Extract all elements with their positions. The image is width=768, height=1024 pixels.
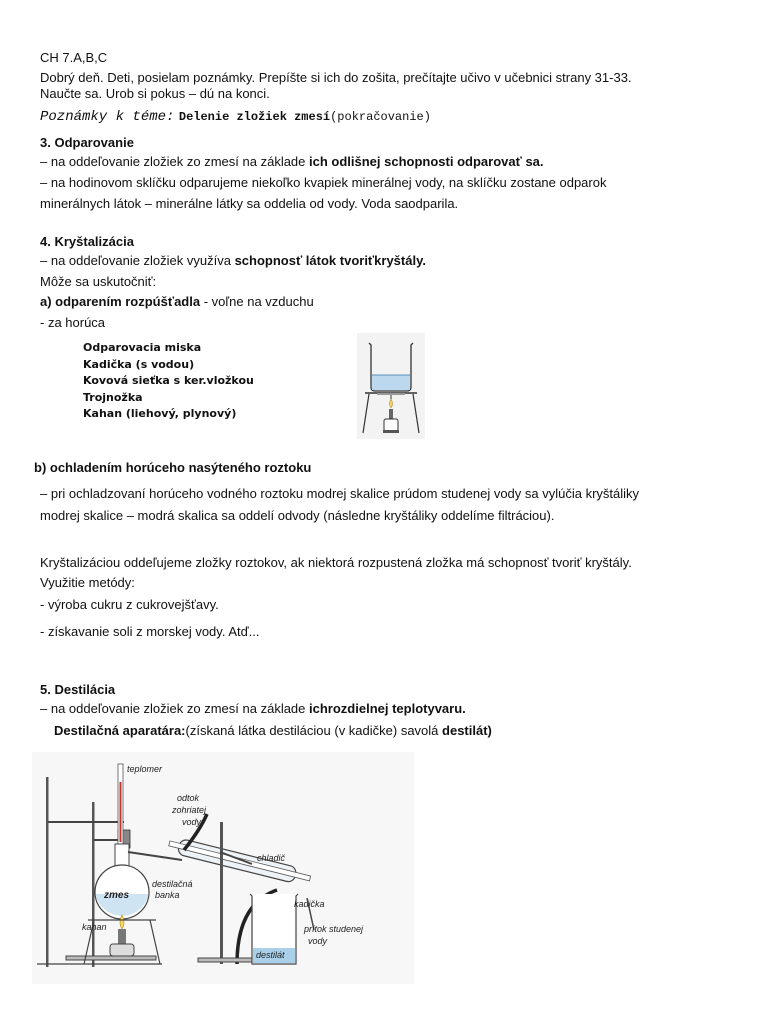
label-odtok-1: odtok: [177, 793, 200, 803]
label-kadicka: kadička: [294, 899, 325, 909]
section3-line1: [40, 154, 544, 170]
label-chladic: chladič: [257, 853, 286, 863]
section5-heading: 5. Destilácia: [40, 682, 116, 697]
label-zmes: zmes: [104, 890, 130, 901]
section4-heading: 4. Kryštalizácia: [40, 234, 134, 249]
usage-item-1: - výroba cukru z cukrovejšťavy.: [40, 597, 219, 612]
section5-line1-text: – na oddeľovanie zložiek zo zmesí na základe: [40, 701, 310, 716]
distillation-apparatus-illustration: [32, 752, 414, 984]
usage-label: Využitie metódy:: [40, 575, 135, 590]
section4-line3-emph: a) odparením rozpúšťadla: [40, 294, 201, 309]
equipment-item: Odparovacia miska: [83, 341, 202, 354]
section4-line4: - za horúca: [40, 315, 106, 330]
topic-title: [40, 107, 431, 125]
equipment-list: [83, 340, 254, 423]
section4-line3: [40, 294, 314, 310]
section4-b-heading: b) ochladením horúceho nasýteného roztoku: [34, 460, 312, 475]
section3-line2: – na hodinovom sklíčku odparujeme niekoľko kvapiek minerálnej vody, na sklíčku zostane odparok: [40, 175, 607, 190]
section5-line2-text: (získaná látka destiláciou (v kadičke) savolá: [185, 723, 443, 738]
section3-heading: 3. Odparovanie: [40, 135, 134, 150]
section3-line1-emph: ich odlišnej schopnosti odparovať sa.: [309, 154, 544, 169]
equipment-item: Kovová sieťka s ker.vložkou: [83, 374, 254, 387]
label-kahan: kahan: [82, 922, 107, 932]
section4-line3-text: - voľne na vzduchu: [200, 294, 314, 309]
label-pritok-2: vody: [308, 936, 328, 946]
section4-b-line1: – pri ochladzovaní horúceho vodného roztoku modrej skalice prúdom studenej vody sa vylúčia kryštáliky: [40, 486, 640, 501]
section4-line2: Môže sa uskutočniť:: [40, 274, 157, 289]
label-odtok-3: vody: [182, 817, 202, 827]
label-destilat: destilát: [256, 950, 285, 960]
usage-item-2: - získavanie soli z morskej vody. Atď...: [40, 624, 260, 639]
section3-line1-text: – na oddeľovanie zložiek zo zmesí na základe: [40, 154, 310, 169]
topic-name: Delenie zložiek zmesí: [178, 110, 331, 124]
section4-summary: Kryštalizáciou oddeľujeme zložky roztokov, ak niektorá rozpustená zložka má schopnosť tvoriť kryštály.: [40, 555, 632, 570]
label-odtok-2: zohriatej: [172, 805, 207, 815]
intro-line-1: Dobrý deň. Deti, posielam poznámky. Prepíšte si ich do zošita, prečítajte učivo v učebnici strany 31-33.: [40, 70, 632, 85]
section5-line1-emph: ichrozdielnej teplotyvaru.: [309, 701, 466, 716]
label-banka-1: destilačná: [152, 879, 193, 889]
evaporation-apparatus-illustration: [357, 333, 425, 439]
label-banka-2: banka: [155, 890, 180, 900]
equipment-item: Kadička (s vodou): [83, 357, 195, 371]
topic-prefix: Poznámky k téme:: [40, 109, 175, 125]
label-pritok-1: prítok studenej: [304, 924, 364, 934]
intro-line-2: Naučte sa. Urob si pokus – dú na konci.: [40, 86, 270, 101]
topic-suffix: (pokračovanie): [330, 110, 431, 124]
class-line: CH 7.A,B,C: [40, 50, 108, 65]
section4-line1-emph: schopnosť látok tvoriťkryštály.: [234, 253, 426, 268]
section4-line1: [40, 253, 426, 269]
section4-b-line2: modrej skalice – modrá skalica sa oddelí odvody (následne kryštáliky oddelíme filtráciou).: [40, 508, 555, 523]
section5-line2-emph2: destilát): [442, 723, 492, 738]
section4-line1-text: – na oddeľovanie zložiek využíva: [40, 253, 235, 268]
label-teplomer: teplomer: [127, 764, 163, 774]
section5-line2: [54, 723, 492, 739]
section5-line1: [40, 701, 466, 717]
section3-line3: minerálnych látok – minerálne látky sa oddelia od vody. Voda saodparila.: [40, 196, 459, 211]
section5-line2-emph: Destilačná aparatára:: [54, 723, 186, 738]
equipment-item: Trojnožka: [83, 390, 143, 404]
equipment-item: Kahan (liehový, plynový): [83, 407, 237, 420]
